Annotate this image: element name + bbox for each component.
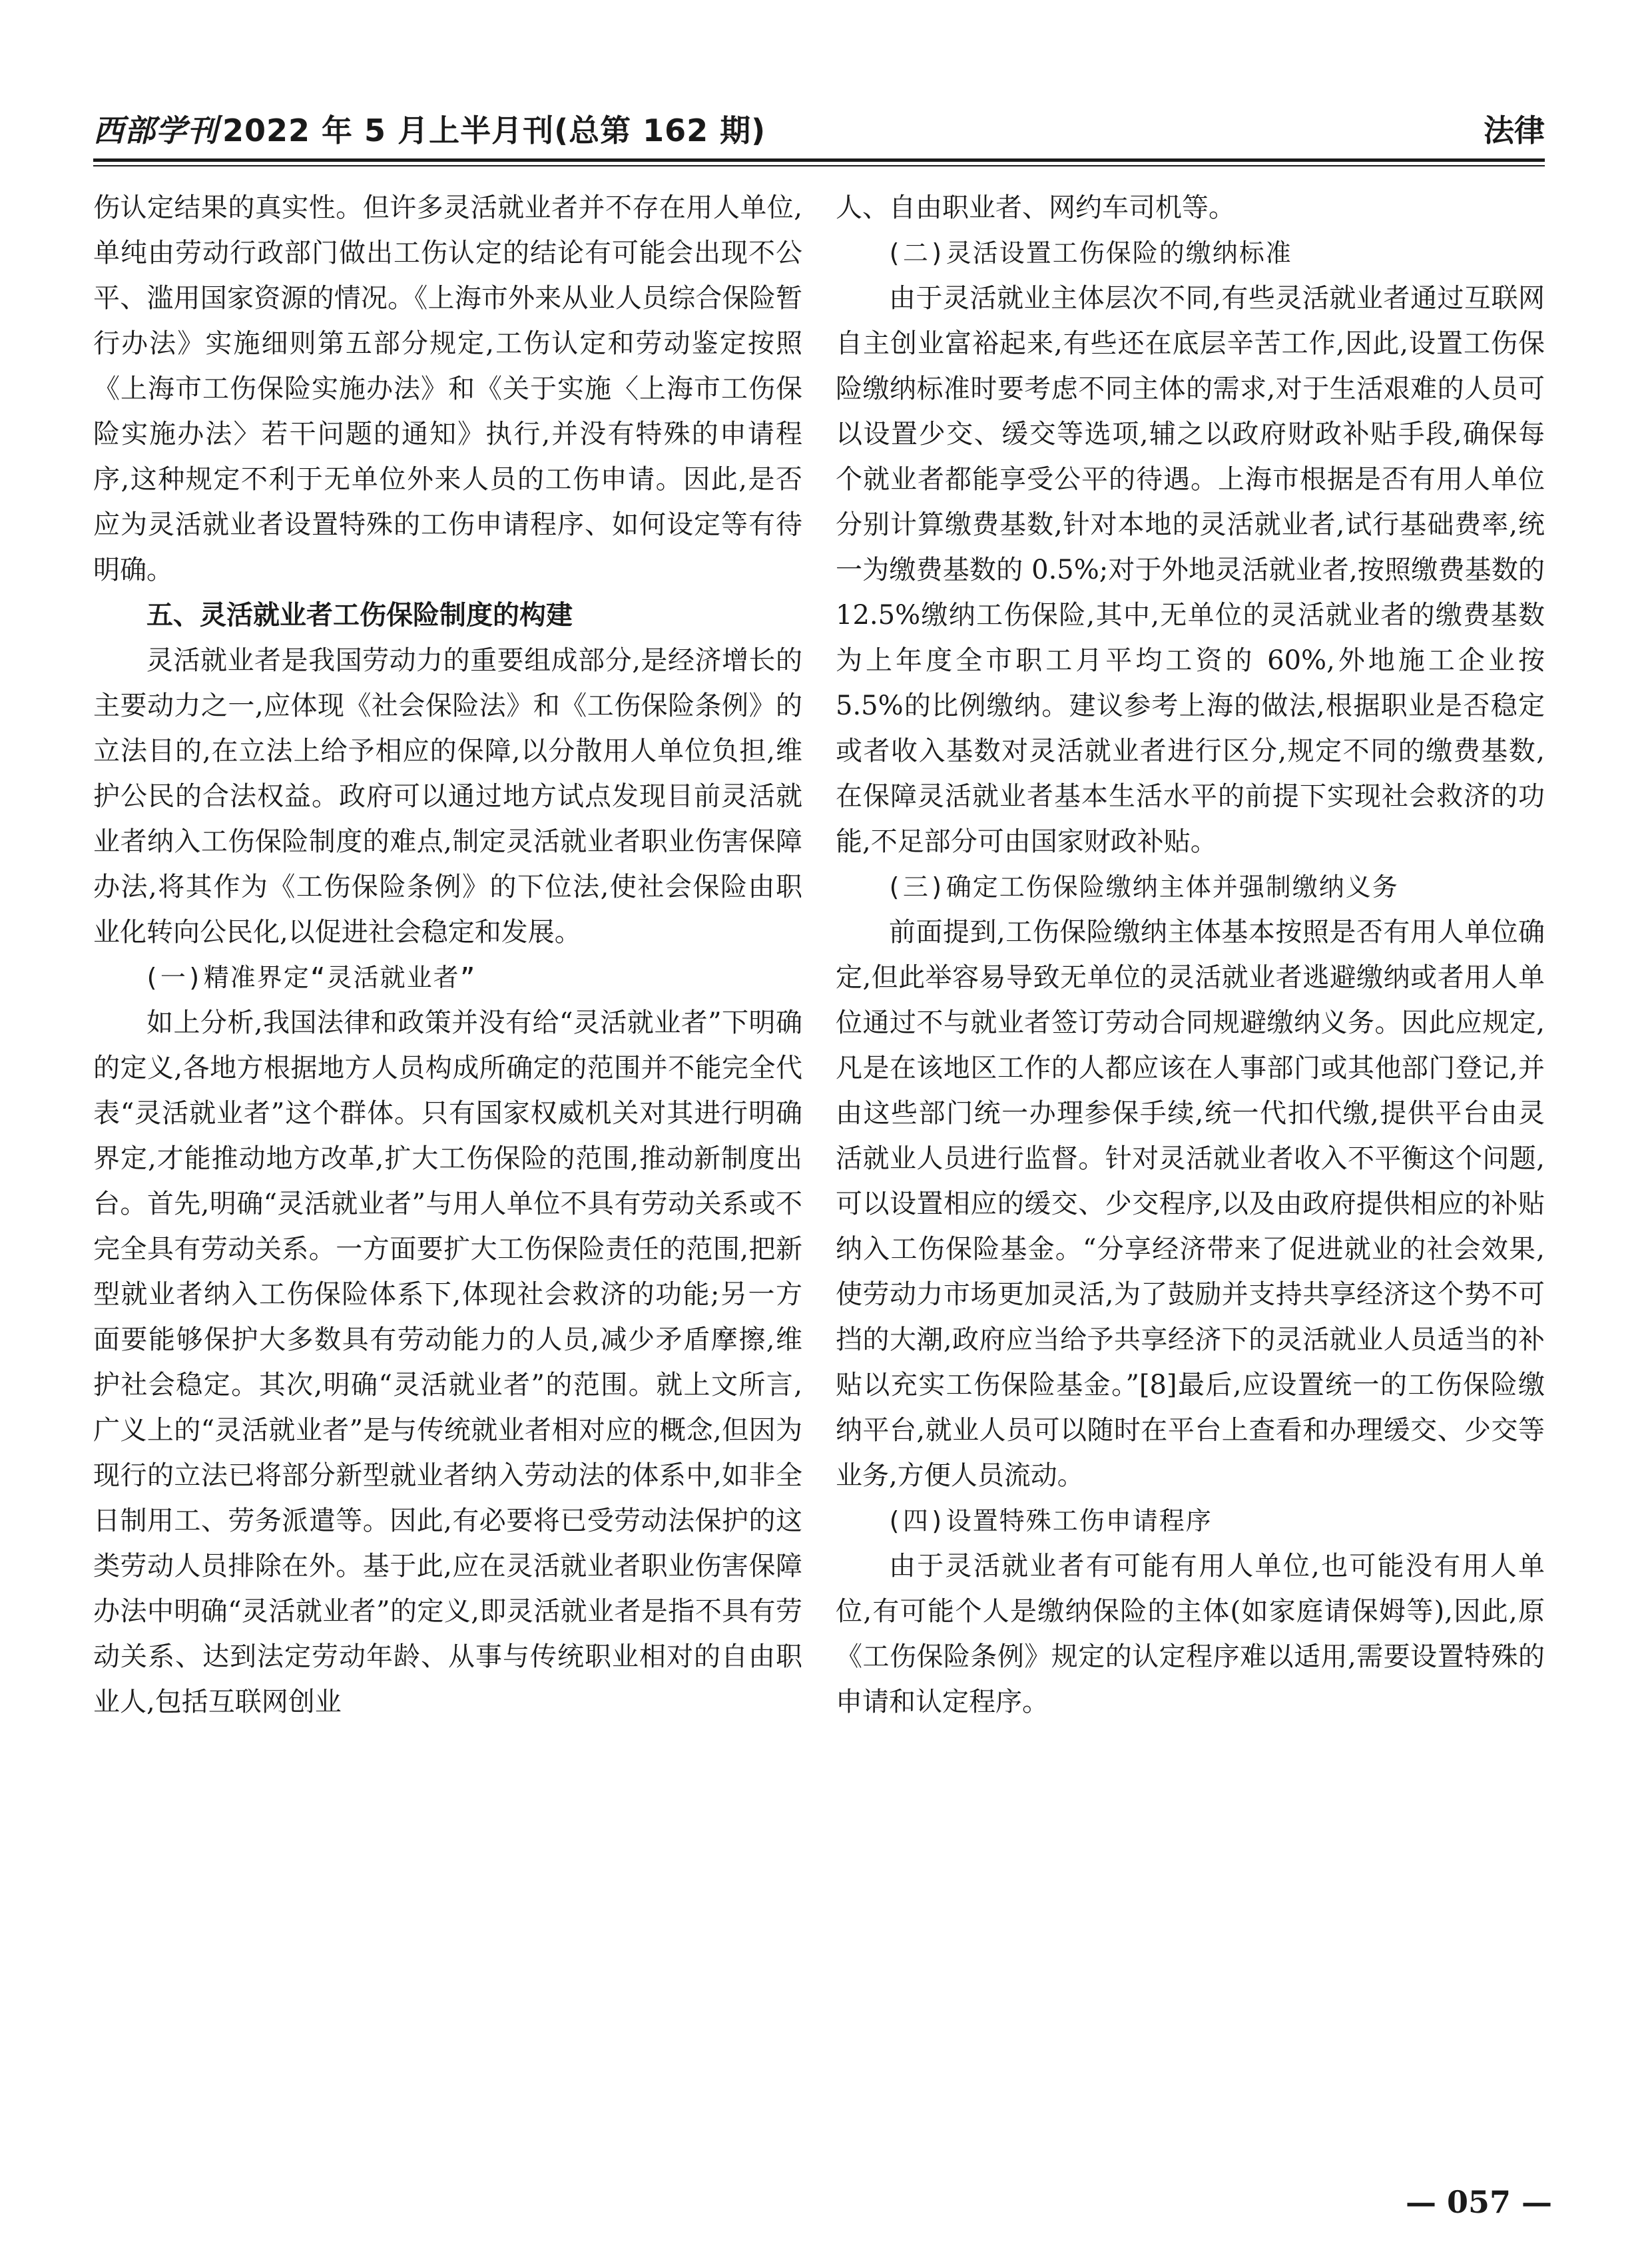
subsection-heading: (一)精准界定“灵活就业者”: [144, 963, 477, 992]
section-label: 法律: [1484, 113, 1545, 148]
journal-issue: 2022 年 5 月上半月刊(总第 162 期): [222, 113, 766, 148]
paragraph: 由于灵活就业主体层次不同,有些灵活就业者通过互联网自主创业富裕起来,有些还在底层辛苦工作,因此,设置工伤保险缴纳标准时要考虑不同主体的需求,对于生活艰难的人员可以设置少交、缓交等选项,辅之以政府财政补贴手段,确保每个就业者都能享受公平的待遇。上海市根据是否有用人单位分别计算缴费基数,针对本地的灵活就业者,试行基础费率,统一为缴费基数的 0.5%;对于外地灵活就业者,按照缴费基数的 12.5%缴纳工伤保险,其中,无单位的灵活就业者的缴费基数为上年度全市职工月平均工资的 60%,外地施工企业按 5.5%的比例缴纳。建议参考上海的做法,根据职业是否稳定或者收入基数对灵活就业者进行区分,规定不同的缴费基数,在保障灵活就业者基本生活水平的前提下实现社会救济的功能,不足部分可由国家财政补贴。: [836, 283, 1545, 857]
paragraph: 灵活就业者是我国劳动力的重要组成部分,是经济增长的主要动力之一,应体现《社会保险法》和《工伤保险条例》的立法目的,在立法上给予相应的保障,以分散用人单位负担,维护公民的合法权益。政府可以通过地方试点发现目前灵活就业者纳入工伤保险制度的难点,制定灵活就业者职业伤害保障办法,将其作为《工伤保险条例》的下位法,使社会保险由职业化转向公民化,以促进社会稳定和发展。: [93, 645, 802, 948]
section-heading: 五、灵活就业者工伤保险制度的构建: [146, 600, 573, 631]
paragraph: 伤认定结果的真实性。但许多灵活就业者并不存在用人单位,单纯由劳动行政部门做出工伤认定的结论有可能会出现不公平、滥用国家资源的情况。《上海市外来从业人员综合保险暂行办法》实施细则第五部分规定,工伤认定和劳动鉴定按照《上海市工伤保险实施办法》和《关于实施〈上海市工伤保险实施办法〉若干问题的通知》执行,并没有特殊的申请程序,这种规定不利于无单位外来人员的工伤申请。因此,是否应为灵活就业者设置特殊的工伤申请程序、如何设定等有待明确。: [93, 192, 802, 585]
page-header: [93, 107, 1545, 160]
header-rule-thick: [93, 158, 1545, 162]
paragraph: 前面提到,工伤保险缴纳主体基本按照是否有用人单位确定,但此举容易导致无单位的灵活就业者逃避缴纳或者用人单位通过不与就业者签订劳动合同规避缴纳义务。因此应规定,凡是在该地区工作的人都应该在人事部门或其他部门登记,并由这些部门统一办理参保手续,统一代扣代缴,提供平台由灵活就业人员进行监督。针对灵活就业者收入不平衡这个问题,可以设置相应的缓交、少交程序,以及由政府提供相应的补贴纳入工伤保险基金。“分享经济带来了促进就业的社会效果,使劳动力市场更加灵活,为了鼓励并支持共享经济这个势不可挡的大潮,政府应当给予共享经济下的灵活就业人员适当的补贴以充实工伤保险基金。”[8]最后,应设置统一的工伤保险缴纳平台,就业人员可以随时在平台上查看和办理缓交、少交等业务,方便人员流动。: [836, 917, 1545, 1491]
journal-title: [93, 107, 766, 150]
subsection-heading: (四)设置特殊工伤申请程序: [886, 1506, 1213, 1536]
subsection-heading: (三)确定工伤保险缴纳主体并强制缴纳义务: [886, 872, 1399, 902]
header-rule-thin: [93, 165, 1545, 166]
subsection-heading: (二)灵活设置工伤保险的缴纳标准: [886, 238, 1292, 268]
journal-logo: 西部学刊: [93, 113, 218, 148]
right-column: [836, 185, 1545, 2116]
paragraph: 人、自由职业者、网约车司机等。: [836, 192, 1235, 223]
paragraph: 如上分析,我国法律和政策并没有给“灵活就业者”下明确的定义,各地方根据地方人员构成所确定的范围并不能完全代表“灵活就业者”这个群体。只有国家权威机关对其进行明确界定,才能推动地方改革,扩大工伤保险的范围,推动新制度出台。首先,明确“灵活就业者”与用人单位不具有劳动关系或不完全具有劳动关系。一方面要扩大工伤保险责任的范围,把新型就业者纳入工伤保险体系下,体现社会救济的功能;另一方面要能够保护大多数具有劳动能力的人员,减少矛盾摩擦,维护社会稳定。其次,明确“灵活就业者”的范围。就上文所言,广义上的“灵活就业者”是与传统就业者相对应的概念,但因为现行的立法已将部分新型就业者纳入劳动法的体系中,如非全日制用工、劳务派遣等。因此,有必要将已受劳动法保护的这类劳动人员排除在外。基于此,应在灵活就业者职业伤害保障办法中明确“灵活就业者”的定义,即灵活就业者是指不具有劳动关系、达到法定劳动年龄、从事与传统职业相对的自由职业人,包括互联网创业: [93, 1007, 802, 1717]
page-number: — 057 —: [1405, 2184, 1552, 2220]
left-column: [93, 185, 802, 2116]
paragraph: 由于灵活就业者有可能有用人单位,也可能没有用人单位,有可能个人是缴纳保险的主体(如家庭请保姆等),因此,原《工伤保险条例》规定的认定程序难以适用,需要设置特殊的申请和认定程序。: [836, 1551, 1545, 1717]
